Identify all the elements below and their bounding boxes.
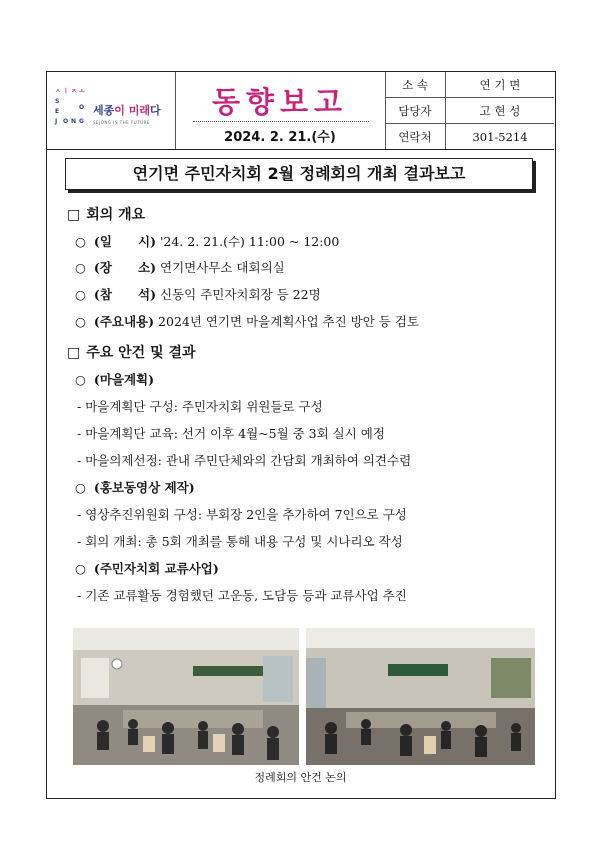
overview-item: ○ (장 소) 연기면사무소 대회의실 <box>75 260 285 275</box>
overview-item: ○ (주요내용) 2024년 연기면 마을계획사업 추진 방안 등 검토 <box>75 314 419 329</box>
logo-letter: G <box>79 118 84 125</box>
logo-letter: E <box>55 108 60 115</box>
info-row <box>385 72 554 98</box>
logo-letter-grid <box>55 88 87 132</box>
logo-letter: N <box>71 118 77 125</box>
agenda-item: - 회의 개최: 총 5회 개최를 통해 내용 구성 및 시나리오 작성 <box>77 534 403 549</box>
logo-letter: J <box>55 118 58 125</box>
logo-letter: ㅗ <box>79 88 85 95</box>
info-value: 301-5214 <box>446 124 555 150</box>
meeting-photo-left <box>73 628 299 765</box>
agenda-item: - 마을의제선정: 관내 주민단체와의 간담회 개최하여 의견수렴 <box>77 453 412 468</box>
info-row <box>385 124 554 150</box>
agenda-group-title: ○ (주민자치회 교류사업) <box>75 561 219 576</box>
overview-item: ○ (참 석) 신동익 주민자치회장 등 22명 <box>75 287 321 302</box>
logo-letter: ㅅ <box>55 88 61 95</box>
agenda-item: - 영상추진위원회 구성: 부회장 2인을 추가하여 7인으로 구성 <box>77 507 407 522</box>
info-label: 소 속 <box>385 72 446 98</box>
agenda-group-title: ○ (홍보동영상 제작) <box>75 480 195 495</box>
section-results-title: □ 주요 안건 및 결과 <box>67 345 196 361</box>
info-row <box>385 98 554 124</box>
logo-tagline: SEJONG IS THE FUTURE <box>93 120 150 125</box>
logo-letter: ㅣ <box>63 88 69 95</box>
photo-caption: 정례회의 안건 논의 <box>254 771 347 784</box>
report-date: 2024. 2. 21.(수) <box>224 130 336 145</box>
logo-letter: O <box>79 104 85 111</box>
info-label: 연락처 <box>385 124 446 150</box>
agenda-group-title: ○ (마을계획) <box>75 372 155 387</box>
report-subject: 연기면 주민자치회 2월 정례회의 개최 결과보고 <box>65 158 533 190</box>
title-divider <box>193 121 369 122</box>
info-table <box>385 72 554 149</box>
meeting-photo-right <box>306 628 535 765</box>
info-label: 담당자 <box>385 98 446 124</box>
info-value: 고 현 성 <box>446 98 555 124</box>
agenda-item: - 마을계획단 교육: 선거 이후 4월~5월 중 3회 실시 예정 <box>77 426 385 441</box>
section-overview-title: □ 회의 개요 <box>67 207 146 223</box>
report-title: 동향보고 <box>211 85 349 119</box>
agenda-item: - 기존 교류활동 경험했던 고운동, 도담등 등과 교류사업 추진 <box>77 588 407 603</box>
agenda-item: - 마을계획단 구성: 주민자치회 위원들로 구성 <box>77 399 323 414</box>
report-header <box>47 72 554 150</box>
title-cell <box>175 72 386 149</box>
logo-letter: ㅈ <box>71 88 77 95</box>
sejong-logo <box>47 72 176 149</box>
logo-letter: O <box>63 118 69 125</box>
logo-wordmark: 세종이 미래다 <box>93 104 161 117</box>
report-frame <box>46 71 556 799</box>
overview-item: ○ (일 시) '24. 2. 21.(수) 11:00 ~ 12:00 <box>75 234 340 249</box>
meeting-photos <box>73 628 535 765</box>
logo-letter: S <box>55 98 60 105</box>
info-value: 연 기 면 <box>446 72 555 98</box>
